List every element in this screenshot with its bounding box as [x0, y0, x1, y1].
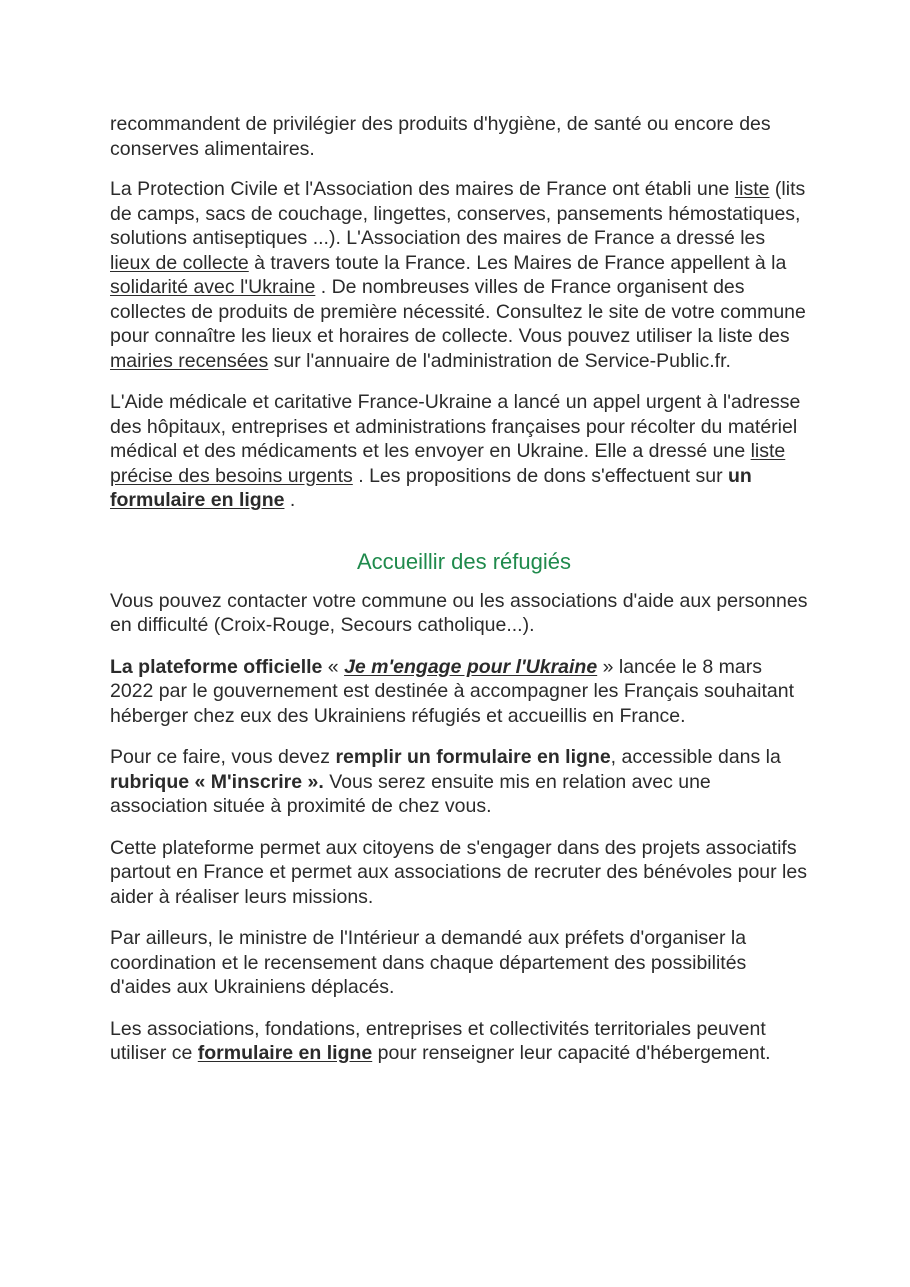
document-page	[110, 112, 810, 1066]
link-liste[interactable]: liste	[734, 178, 770, 200]
link-solidarite-ukraine[interactable]: solidarité avec l'Ukraine	[110, 276, 316, 298]
link-formulaire-hebergement[interactable]: formulaire en ligne	[197, 1042, 373, 1064]
link-formulaire-dons[interactable]: formulaire en ligne	[110, 489, 285, 511]
paragraph-contact-commune: Vous pouvez contacter votre commune ou les associations d'aide aux personnes en difficulté (Croix-Rouge, Secours catholique...).	[110, 589, 808, 636]
link-je-m-engage-ukraine[interactable]: Je m'engage pour l'Ukraine	[344, 655, 598, 678]
link-mairies-recensees[interactable]: mairies recensées	[110, 349, 269, 372]
paragraph-protection-civile: La Protection Civile et l'Association des maires de France ont établi une liste (lits de camps, sacs de couchage, lingettes, conserves, pansements hémostatiques, solutions antiseptiques ...). L'Association des maires de France a dressé les lieux de collecte à travers toute la France. Les Maires de France appellent à la solidarité avec l'Ukraine . De nombreuses villes de France organisent des collectes de produits de première nécessité. Consultez le site de votre commune pour connaître les lieux et horaires de collecte. Vous pouvez utiliser la liste des mairies recensées sur l'annuaire de l'administration de Service-Public.fr.	[110, 178, 806, 372]
paragraph-plateforme-officielle: La plateforme officielle « Je m'engage pour l'Ukraine » lancée le 8 mars 2022 par le gouvernement est destinée à accompagner les Français souhaitant héberger chez eux des Ukrainiens réfugiés et accueillis en France.	[110, 655, 795, 727]
paragraph-capacite-hebergement: Les associations, fondations, entreprises et collectivités territoriales peuvent utiliser ce formulaire en ligne pour renseigner leur capacité d'hébergement.	[110, 1017, 771, 1064]
paragraph-plateforme-benevoles: Cette plateforme permet aux citoyens de s'engager dans des projets associatifs partout en France et permet aux associations de recruter des bénévoles pour les aider à réaliser leurs missions.	[110, 836, 807, 908]
paragraph-inscription: Pour ce faire, vous devez remplir un formulaire en ligne, accessible dans la rubrique « M'inscrire ». Vous serez ensuite mis en relation avec une association située à proximité de chez vous.	[110, 746, 781, 817]
section-heading-accueillir: Accueillir des réfugiés	[357, 548, 571, 574]
paragraph-conseils-dons: recommandent de privilégier des produits d'hygiène, de santé ou encore des conserves alimentaires.	[110, 113, 771, 160]
paragraph-aide-medicale: L'Aide médicale et caritative France-Ukraine a lancé un appel urgent à l'adresse des hôpitaux, entreprises et administrations françaises pour récolter du matériel médical et des médicaments et les envoyer en Ukraine. Elle a dressé une liste précise des besoins urgents . Les propositions de dons s'effectuent sur un formulaire en ligne .	[110, 391, 801, 511]
paragraph-ministre-interieur: Par ailleurs, le ministre de l'Intérieur a demandé aux préfets d'organiser la coordination et le recensement dans chaque département des possibilités d'aides aux Ukrainiens déplacés.	[110, 927, 747, 998]
link-lieux-de-collecte[interactable]: lieux de collecte	[110, 251, 249, 274]
link-liste-besoins-urgents[interactable]: liste précise des besoins urgents	[110, 440, 786, 487]
